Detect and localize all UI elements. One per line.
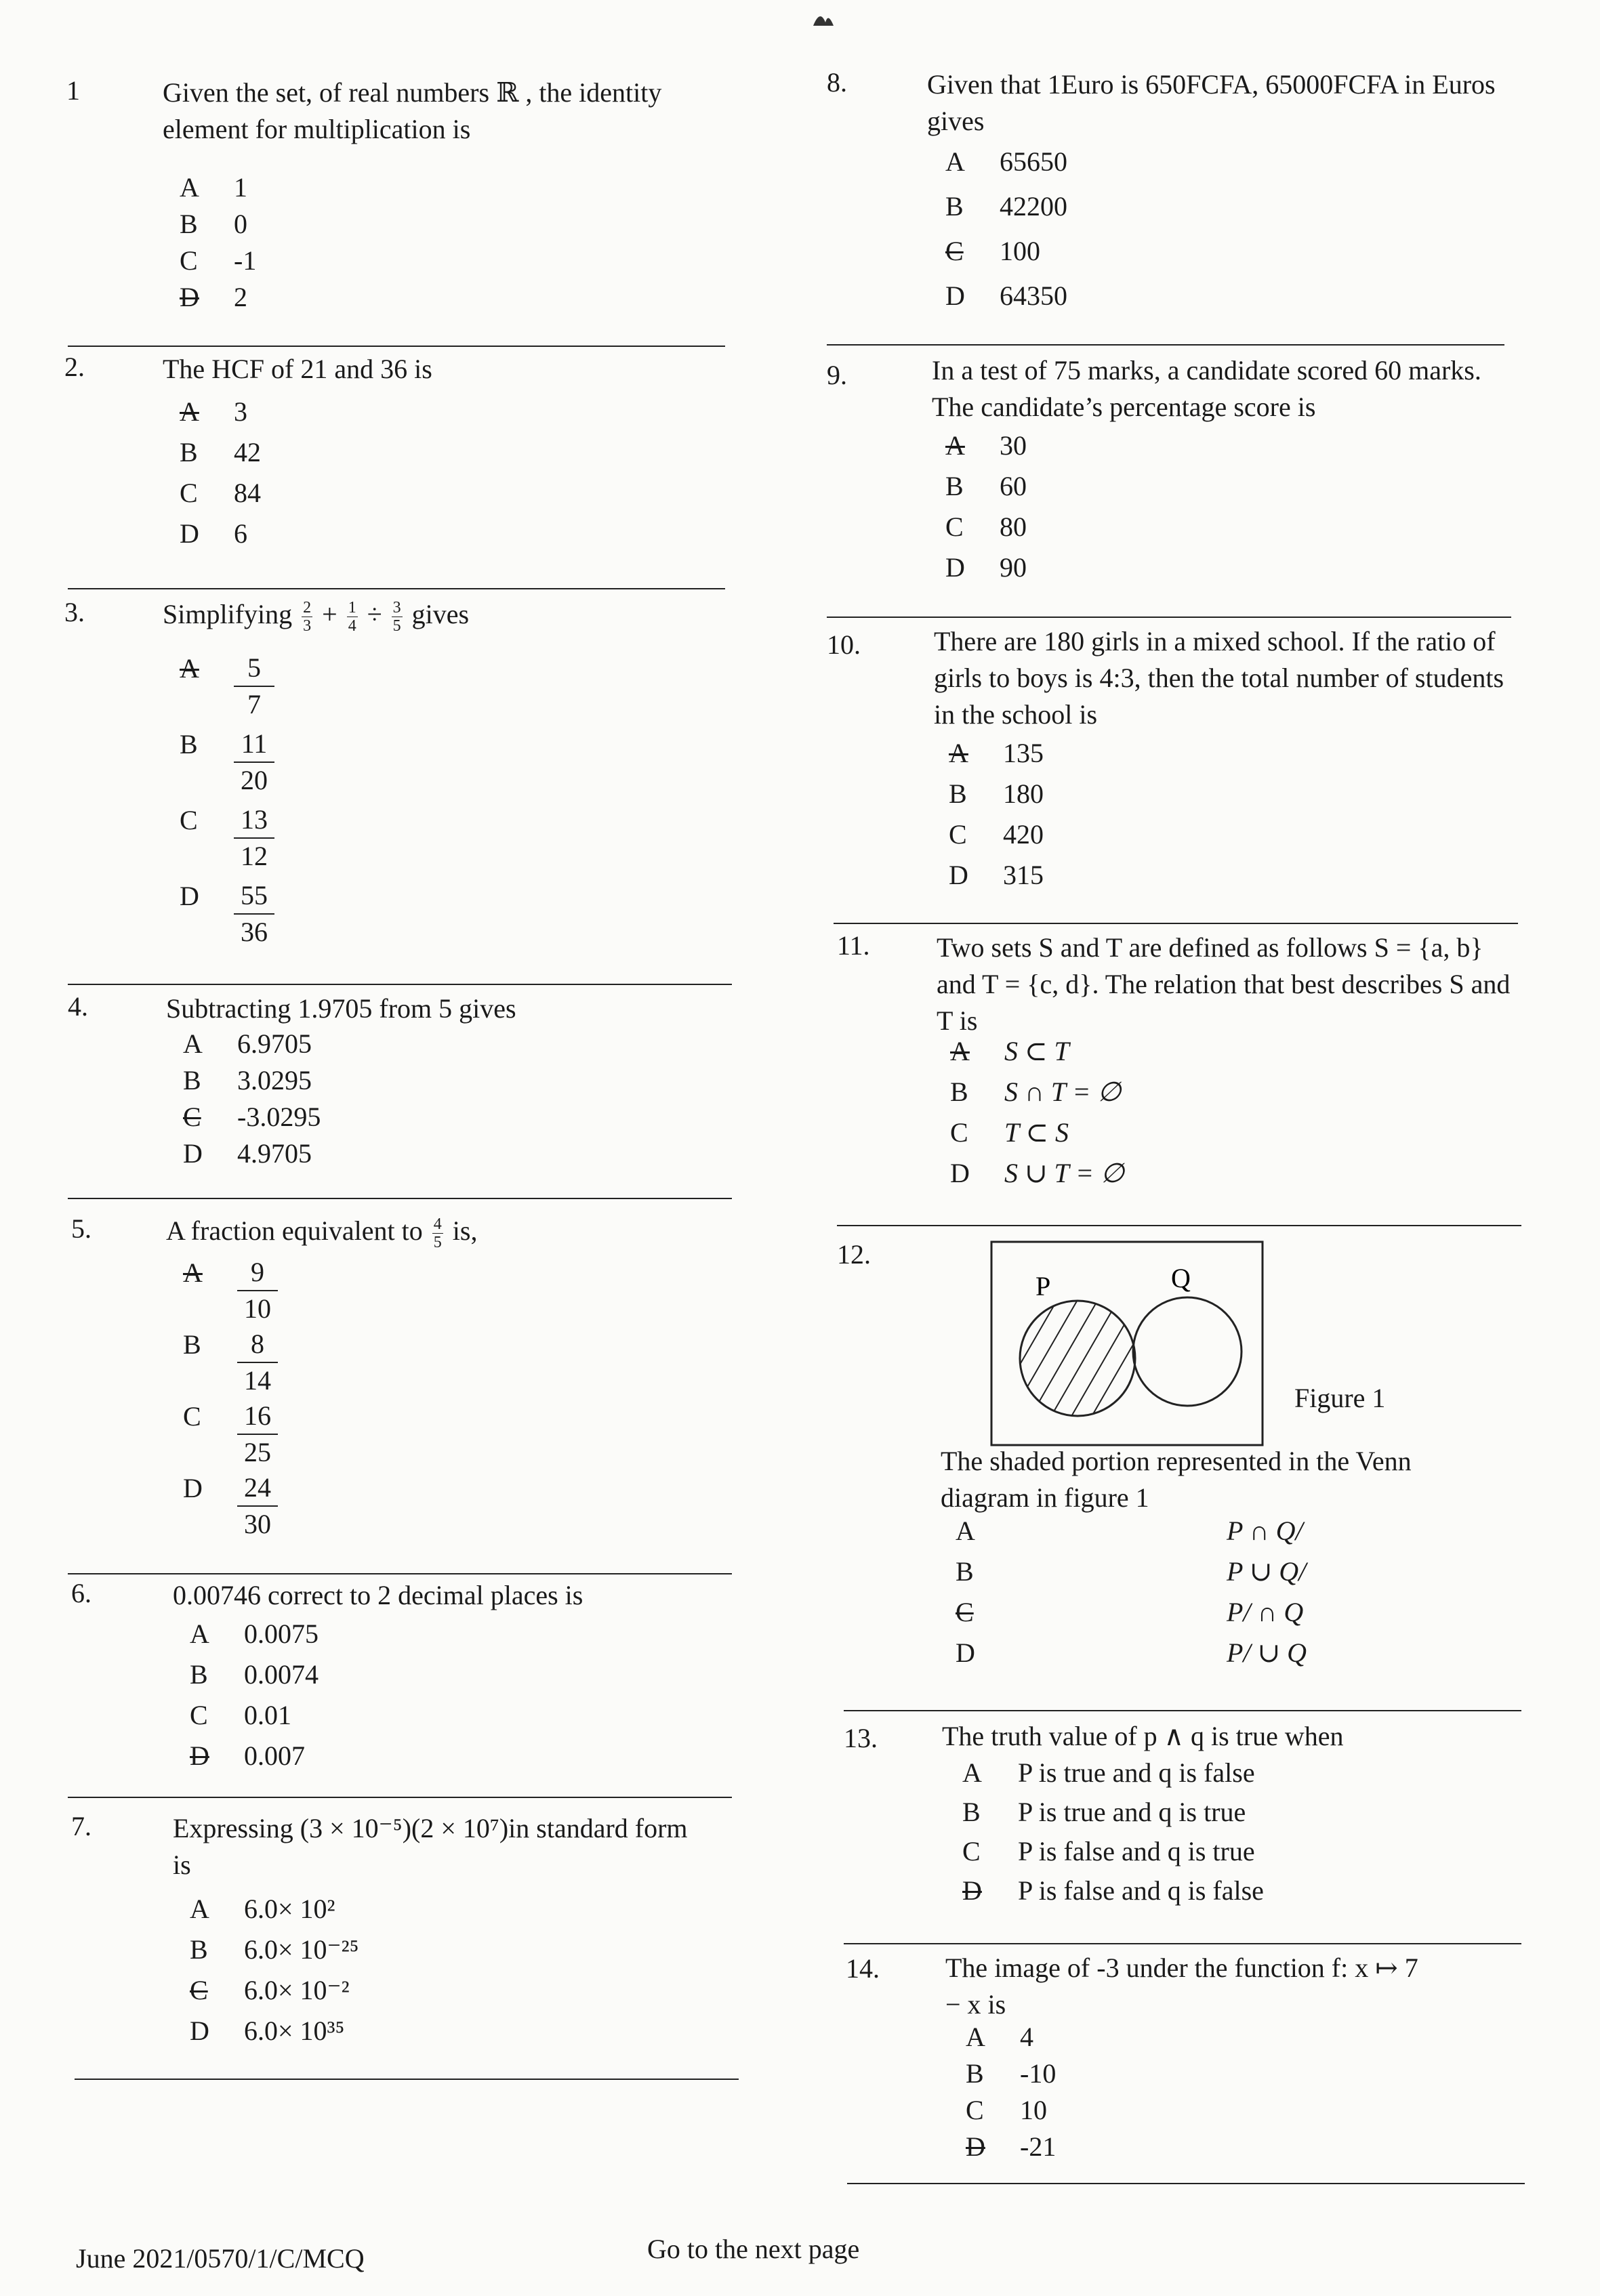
numerator: 9 <box>237 1255 278 1291</box>
option-label: C <box>945 236 964 266</box>
option-value: 3 <box>234 396 247 427</box>
option-fraction <box>234 878 274 950</box>
option-label: A <box>966 2022 985 2052</box>
option-label: D <box>962 1875 982 1906</box>
option-value: P is true and q is true <box>1018 1797 1246 1827</box>
fraction <box>347 599 358 635</box>
option-value: 0.01 <box>244 1700 291 1730</box>
option-value: P/ ∩ Q <box>1227 1597 1304 1627</box>
option-value: 100 <box>1000 236 1040 266</box>
option-label: A <box>190 1894 209 1924</box>
option-value: 6.0× 10⁻² <box>244 1975 350 2005</box>
venn-diagram <box>989 1240 1267 1450</box>
denominator: 36 <box>241 917 268 947</box>
option-value: P is false and q is true <box>1018 1836 1255 1866</box>
option-label: A <box>180 396 199 427</box>
question-number: 7. <box>71 1811 91 1841</box>
option-label: D <box>183 1473 203 1503</box>
option-value: S ∪ T = ∅ <box>1004 1158 1124 1188</box>
option-label: D <box>950 1158 970 1188</box>
question-stem: In a test of 75 marks, a candidate scored 60 marks. The candidate’s percentage score is <box>932 355 1481 422</box>
numerator: 24 <box>237 1470 278 1507</box>
option-label: B <box>180 729 198 759</box>
question-stem: Given that 1Euro is 650FCFA, 65000FCFA in Euros gives <box>927 69 1496 136</box>
option-label: D <box>190 2016 209 2046</box>
option-label: D <box>190 1740 209 1771</box>
paper-code: June 2021/0570/1/C/MCQ <box>76 2243 365 2274</box>
option-value: P is true and q is false <box>1018 1757 1255 1788</box>
question-number: 8. <box>827 67 847 98</box>
option-value: 6.0× 10³⁵ <box>244 2016 345 2046</box>
question-number: 6. <box>71 1578 91 1608</box>
option-fraction <box>237 1327 278 1398</box>
option-label: A <box>962 1757 982 1788</box>
option-value: 6.0× 10⁻²⁵ <box>244 1934 359 1965</box>
divider <box>68 1573 732 1574</box>
option-label: D <box>945 552 965 583</box>
denominator: 20 <box>241 765 268 795</box>
divider <box>68 346 725 347</box>
option-label: D <box>956 1637 975 1668</box>
question-stem <box>163 596 705 635</box>
divider <box>844 1943 1521 1944</box>
numerator: 5 <box>234 650 274 687</box>
option-value: 90 <box>1000 552 1027 583</box>
option-value: 180 <box>1003 778 1044 809</box>
operator: + <box>322 599 337 629</box>
option-value: 0.0075 <box>244 1619 319 1649</box>
option-value: -3.0295 <box>237 1102 321 1132</box>
option-label: A <box>950 1036 970 1066</box>
option-label: A <box>183 1257 203 1288</box>
option-label: D <box>183 1138 203 1169</box>
option-label: B <box>945 191 964 222</box>
option-label: C <box>966 2095 984 2125</box>
denominator: 7 <box>247 689 261 719</box>
question-stem: There are 180 girls in a mixed school. If the ratio of girls to boys is 4:3, then the total number of students in the school is <box>934 626 1504 730</box>
question-stem: Two sets S and T are defined as follows S = {a, b} and T = {c, d}. The relation that best describes S and T is <box>937 932 1511 1036</box>
set-q-circle <box>1133 1297 1242 1406</box>
option-label: D <box>180 282 199 312</box>
divider <box>68 588 725 589</box>
option-label: A <box>945 430 965 461</box>
divider <box>844 1710 1521 1711</box>
question-stem: Subtracting 1.9705 from 5 gives <box>166 993 516 1024</box>
numerator: 2 <box>303 599 312 617</box>
option-label: C <box>949 819 967 850</box>
option-label: B <box>945 471 964 501</box>
option-fraction <box>234 802 274 874</box>
scribble-mark <box>806 5 840 33</box>
option-label: A <box>183 1028 203 1059</box>
option-label: C <box>190 1700 208 1730</box>
fraction <box>432 1215 443 1251</box>
option-label: B <box>956 1556 974 1587</box>
option-value: 4 <box>1020 2022 1033 2052</box>
option-label: B <box>190 1659 208 1690</box>
option-value: 1 <box>234 172 247 203</box>
question-stem: The HCF of 21 and 36 is <box>163 354 432 384</box>
option-value: 6.9705 <box>237 1028 312 1059</box>
option-value: -21 <box>1020 2131 1057 2162</box>
option-value: 65650 <box>1000 146 1067 177</box>
option-label: D <box>180 881 199 911</box>
option-label: B <box>183 1329 201 1360</box>
option-value: -1 <box>234 245 257 276</box>
option-label: D <box>966 2131 985 2162</box>
option-value: T ⊂ S <box>1004 1117 1069 1148</box>
option-value: 420 <box>1003 819 1044 850</box>
option-value: 80 <box>1000 512 1027 542</box>
option-label: C <box>180 245 198 276</box>
divider <box>68 984 732 985</box>
option-label: B <box>190 1934 208 1965</box>
denominator: 12 <box>241 841 268 871</box>
stem-prefix: Simplifying <box>163 599 293 629</box>
option-value: 0 <box>234 209 247 239</box>
stem-suffix: gives <box>411 599 470 629</box>
option-value: P/ ∪ Q <box>1227 1637 1307 1668</box>
option-label: C <box>183 1102 201 1132</box>
next-page-note: Go to the next page <box>647 2234 860 2264</box>
option-label: A <box>956 1516 975 1546</box>
set-q-label: Q <box>1171 1263 1191 1293</box>
option-label: C <box>962 1836 981 1866</box>
question-stem: 0.00746 correct to 2 decimal places is <box>173 1580 583 1610</box>
question-number: 12. <box>837 1239 871 1270</box>
denominator: 25 <box>244 1437 271 1467</box>
option-label: C <box>950 1117 968 1148</box>
option-label: B <box>183 1065 201 1095</box>
stem-suffix: is, <box>452 1215 478 1246</box>
fraction <box>392 599 403 635</box>
option-value: 0.0074 <box>244 1659 319 1690</box>
question-stem: Given the set, of real numbers ℝ , the identity element for multiplication is <box>163 77 662 144</box>
option-label: C <box>956 1597 974 1627</box>
option-value: 64350 <box>1000 280 1067 311</box>
option-value: 30 <box>1000 430 1027 461</box>
option-value: 6 <box>234 518 247 549</box>
question-number: 10. <box>827 629 861 660</box>
option-value: 4.9705 <box>237 1138 312 1169</box>
option-fraction <box>237 1255 278 1327</box>
numerator: 1 <box>348 599 356 617</box>
question-number: 9. <box>827 360 847 390</box>
question-stem: The shaded portion represented in the Venn diagram in figure 1 <box>941 1446 1412 1513</box>
question-stem: Expressing (3 × 10⁻⁵)(2 × 10⁷)in standard form is <box>173 1813 688 1880</box>
option-label: A <box>180 172 199 203</box>
denominator: 5 <box>392 617 401 635</box>
question-number: 13. <box>844 1723 878 1753</box>
option-value: 3.0295 <box>237 1065 312 1095</box>
denominator: 30 <box>244 1509 271 1539</box>
option-label: B <box>962 1797 981 1827</box>
option-value: 84 <box>234 478 261 508</box>
numerator: 11 <box>234 726 274 763</box>
numerator: 55 <box>234 878 274 915</box>
option-label: C <box>180 805 198 835</box>
figure-caption: Figure 1 <box>1294 1383 1386 1413</box>
question-stem <box>166 1213 708 1251</box>
divider <box>68 1198 732 1199</box>
question-number: 3. <box>64 597 85 627</box>
option-fraction <box>234 650 274 722</box>
question-stem: The truth value of p ∧ q is true when <box>942 1721 1344 1751</box>
denominator: 4 <box>348 617 356 635</box>
divider <box>827 344 1504 346</box>
numerator: 8 <box>237 1327 278 1363</box>
option-value: 60 <box>1000 471 1027 501</box>
option-label: C <box>183 1401 201 1432</box>
option-value: 0.007 <box>244 1740 305 1771</box>
option-value: 135 <box>1003 738 1044 768</box>
option-value: P ∪ Q/ <box>1227 1556 1307 1587</box>
option-value: P is false and q is false <box>1018 1875 1264 1906</box>
numerator: 16 <box>237 1398 278 1435</box>
option-label: A <box>949 738 968 768</box>
numerator: 3 <box>392 599 401 617</box>
stem-prefix: A fraction equivalent to <box>166 1215 423 1246</box>
option-label: B <box>950 1077 968 1107</box>
option-value: 6.0× 10² <box>244 1894 335 1924</box>
option-label: C <box>180 478 198 508</box>
divider <box>68 1797 732 1798</box>
option-value: S ∩ T = ∅ <box>1004 1077 1122 1107</box>
option-fraction <box>237 1470 278 1542</box>
option-value: 315 <box>1003 860 1044 890</box>
option-label: D <box>180 518 199 549</box>
question-number: 4. <box>68 991 88 1022</box>
option-label: A <box>190 1619 209 1649</box>
option-label: B <box>949 778 967 809</box>
divider <box>837 1225 1521 1226</box>
divider <box>834 923 1518 924</box>
numerator: 13 <box>234 802 274 839</box>
divider <box>75 2079 739 2080</box>
question-number: 2. <box>64 352 85 382</box>
option-value: -10 <box>1020 2058 1057 2089</box>
operator: ÷ <box>367 599 382 629</box>
option-value: 2 <box>234 282 247 312</box>
option-label: C <box>190 1975 208 2005</box>
divider <box>827 617 1511 618</box>
option-label: A <box>180 653 199 684</box>
denominator: 5 <box>433 1234 442 1252</box>
option-value: 42 <box>234 437 261 467</box>
option-fraction <box>237 1398 278 1470</box>
set-p-label: P <box>1035 1271 1051 1301</box>
option-label: D <box>945 280 965 311</box>
option-value: 10 <box>1020 2095 1047 2125</box>
fraction <box>302 599 312 635</box>
question-number: 5. <box>71 1213 91 1244</box>
option-label: B <box>180 437 198 467</box>
option-label: B <box>966 2058 984 2089</box>
option-value: 42200 <box>1000 191 1067 222</box>
option-value: S ⊂ T <box>1004 1036 1069 1066</box>
option-label: C <box>945 512 964 542</box>
option-label: A <box>945 146 965 177</box>
denominator: 10 <box>244 1293 271 1324</box>
option-value: P ∩ Q/ <box>1227 1516 1303 1546</box>
numerator: 4 <box>433 1215 442 1234</box>
question-stem: The image of -3 under the function f: x ↦ 7 − x is <box>945 1953 1418 2020</box>
question-number: 11. <box>837 930 870 961</box>
option-label: B <box>180 209 198 239</box>
option-fraction <box>234 726 274 798</box>
options <box>956 1511 1376 1673</box>
denominator: 3 <box>303 617 312 635</box>
question-number: 14. <box>846 1953 880 1984</box>
denominator: 14 <box>244 1365 271 1396</box>
divider <box>847 2183 1525 2184</box>
option-label: D <box>949 860 968 890</box>
question-number: 1 <box>66 75 80 106</box>
